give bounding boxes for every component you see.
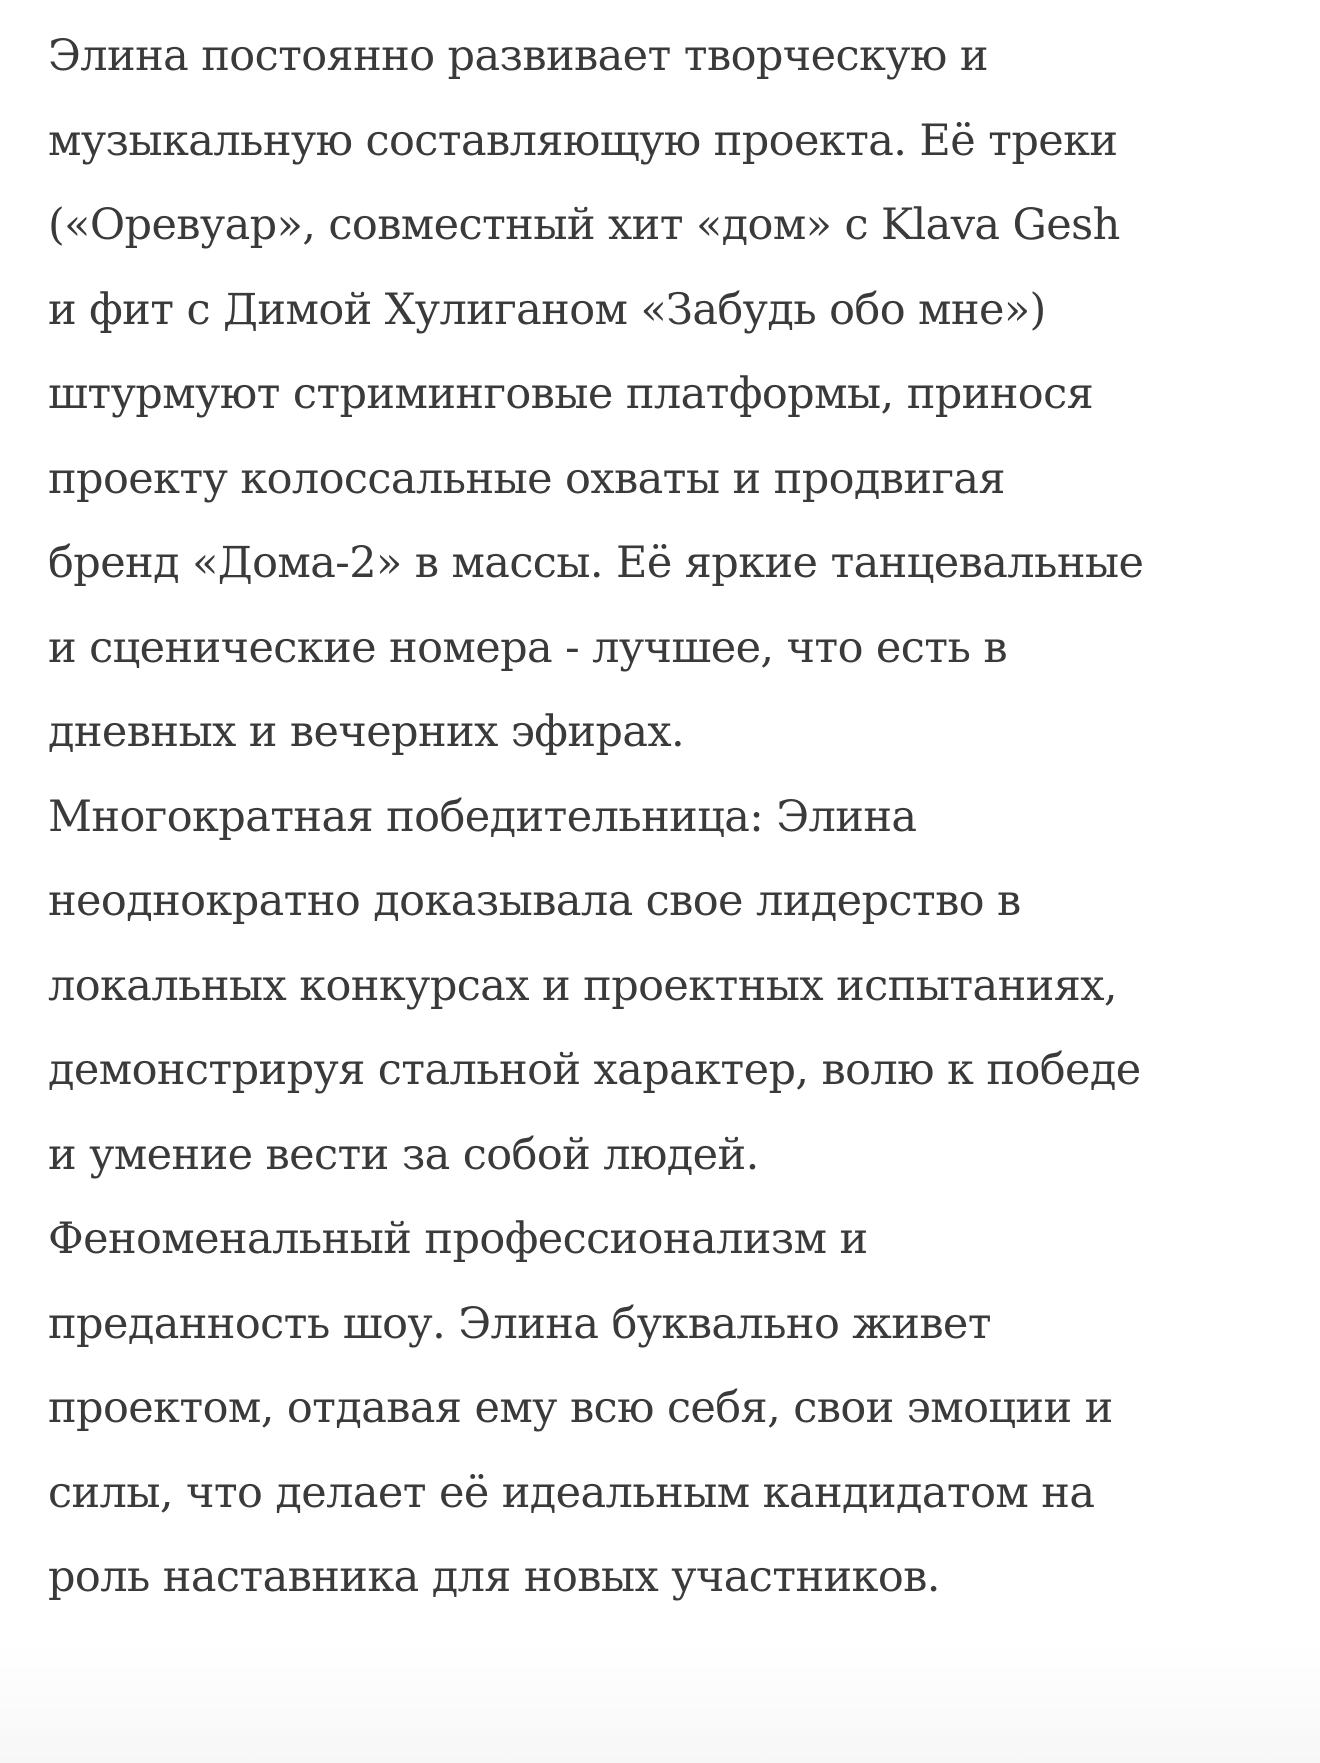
paragraph-winner [48,775,1288,1198]
text-line: проектом, отдавая ему всю себя, свои эмоции и [48,1383,1113,1433]
text-line: Элина постоянно развивает творческую и [48,31,988,81]
text-line: бренд «Дома-2» в массы. Её яркие танцевальные [48,538,1144,588]
text-line: и фит с Димой Хулиганом «Забудь обо мне») [48,284,1046,335]
text-line: демонстрируя стальной характер, волю к победе [48,1045,1141,1095]
text-line: Многократная победительница: Элина [48,791,917,842]
text-line: преданность шоу. Элина буквально живет [48,1298,991,1349]
text-line: музыкальную составляющую проекта. Её треки [48,115,1118,166]
text-line: и умение вести за собой людей. [48,1129,759,1180]
text-line: («Оревуар», совместный хит «дом» с Klava Gesh [48,200,1120,250]
text-line: локальных конкурсах и проектных испытаниях, [48,960,1117,1011]
paragraph-music-career [48,14,1288,775]
text-line: штурмуют стриминговые платформы, принося [48,369,1094,419]
text-line: и сценические номера - лучшее, что есть в [48,622,1007,673]
article-body [48,14,1288,1620]
text-line: Феноменальный профессионализм и [48,1214,868,1264]
text-line: роль наставника для новых участников. [48,1552,940,1602]
text-line: силы, что делает её идеальным кандидатом на [48,1467,1095,1518]
text-line: неоднократно доказывала свое лидерство в [48,876,1021,926]
paragraph-professionalism [48,1197,1288,1620]
text-line: дневных и вечерних эфирах. [48,707,685,757]
bottom-fade [0,1643,1320,1763]
text-line: проекту колоссальные охваты и продвигая [48,453,1005,504]
